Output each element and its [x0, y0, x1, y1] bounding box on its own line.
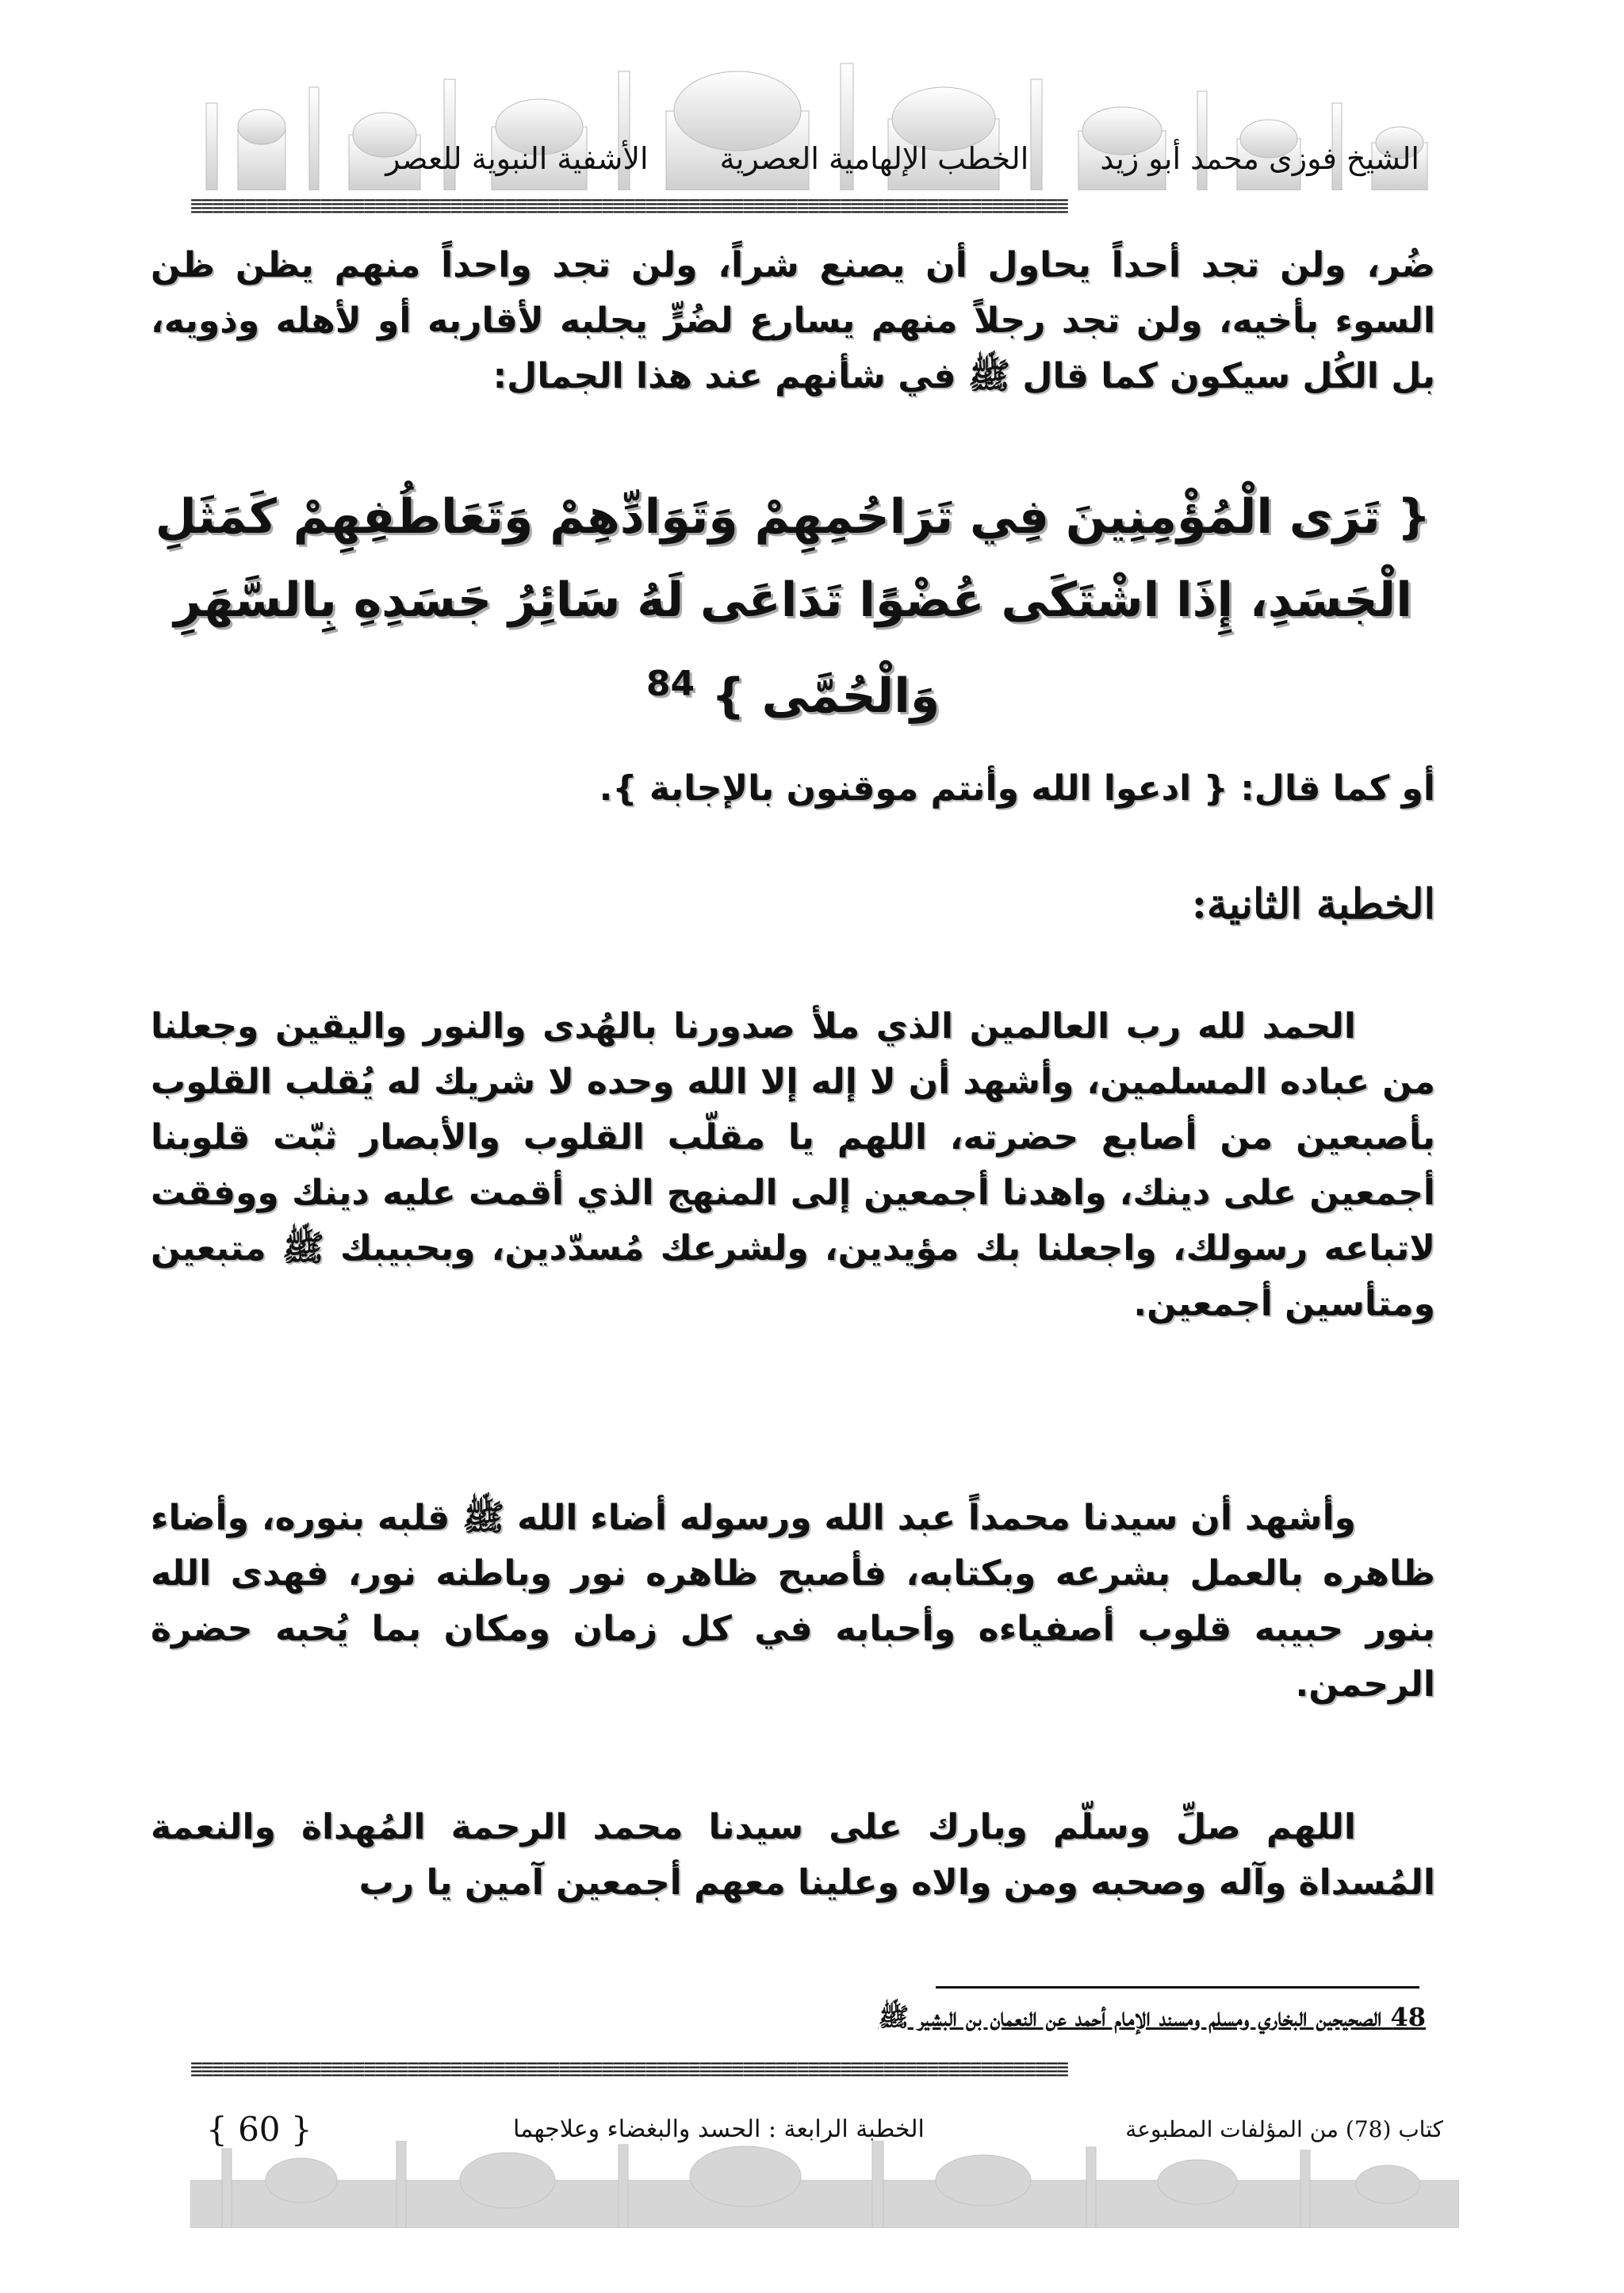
or-as-he-said-line: أو كما قال: { ادعوا الله وأنتم موقنون بالإجابة }. [599, 768, 1435, 809]
section-title: الخطبة الثانية: [1191, 880, 1435, 928]
hadith-verse [151, 476, 1435, 738]
footnote-reference: 84 [645, 664, 695, 704]
paragraph-1: ضُر، ولن تجد أحداً يحاول أن يصنع شراً، ولن تجد واحداً منهم يظن ظن السوء بأخيه، ولن تجد رجلاً منهم يسارع لضُرٍّ يجلبه لأقاربه أو لأهله وذويه، بل الكُل سيكون كما قال ﷺ في شأنهم عند هذا الجمال: [151, 245, 1435, 396]
paragraph-2-text: الحمد لله رب العالمين الذي ملأ صدورنا بالهُدى والنور واليقين وجعلنا من عباده المسلمين، وأشهد أن لا إله إلا الله وحده لا شريك له يُقلب القلوب بأصبعين من أصابع حضرته، اللهم يا مقلّب القلوب والأبصار ثبّت قلوبنا أجمعين على دينك، واهدنا أجمعين إلى المنهج الذي أقمت عليه دينك ووفقت لاتباعه رسولك، واجعلنا بك مؤيدين، ولشرعك مُسدّدين، وبحبيبك ﷺ متبعين ومتأسين أجمعين. [151, 1006, 1435, 1324]
running-header [270, 141, 1419, 181]
footer-rule-line-2 [190, 2069, 1459, 2077]
header-rule-line-1 [190, 198, 1459, 206]
paragraph-4 [151, 1800, 1435, 1911]
footer-sermon-prefix: الخطبة الرابعة : [760, 2115, 925, 2143]
mosque-skyline-footer-decoration [190, 2141, 1459, 2228]
footer-sermon [513, 2115, 925, 2143]
paragraph-3-text: وأشهد أن سيدنا محمداً عبد الله ورسوله أضاء الله ﷺ قلبه بنوره، وأضاء ظاهره بالعمل بشرعه وبكتابه، فأصبح ظاهره نور وباطنه نور، فهدى الله بنور حبيبه قلوب أصفياءه وأحبابه في كل زمان ومكان بما يُحبه حضرة الرحمن. [151, 1498, 1435, 1705]
footnote: 48 الصحيحين البخاري ومسلم ومسند الإمام أحمد عن النعمان بن البشير ﷺ [878, 2002, 1426, 2032]
paragraph-2 [151, 999, 1435, 1332]
paragraph-4-text: اللهم صلِّ وسلّم وبارك على سيدنا محمد الرحمة المُهداة والنعمة المُسداة وآله وصحبه ومن والاه وعلينا معهم أجمعين آمين يا رب [151, 1807, 1435, 1903]
header-double-rule [190, 198, 1459, 214]
paragraph-3 [151, 1491, 1435, 1713]
header-author: الشيخ فوزى محمد أبو زيد [1100, 141, 1419, 176]
page-number: { 60 } [206, 2109, 312, 2149]
hadith-text: { تَرَى الْمُؤْمِنِينَ فِي تَرَاحُمِهِمْ وَتَوَادِّهِمْ وَتَعَاطُفِهِمْ كَمَثَلِ الْجَسَدِ، إِذَا اشْتَكَى عُضْوًا تَدَاعَى لَهُ سَائِرُ جَسَدِهِ بِالسَّهَرِ وَالْحُمَّى } [155, 489, 1431, 724]
footer-rule-line-1 [190, 2061, 1459, 2069]
header-rule-line-2 [190, 206, 1459, 214]
footer-double-rule [190, 2061, 1459, 2077]
header-volume: الأشفية النبوية للعصر [385, 141, 649, 176]
footer-book-series: كتاب (78) من المؤلفات المطبوعة [1125, 2115, 1443, 2142]
footer-sermon-title: الحسد والبغضاء وعلاجهما [512, 2115, 761, 2143]
footnote-separator [936, 1986, 1419, 1989]
page-footer [206, 2105, 1443, 2153]
header-series: الخطب الإلهامية العصرية [719, 141, 1029, 176]
